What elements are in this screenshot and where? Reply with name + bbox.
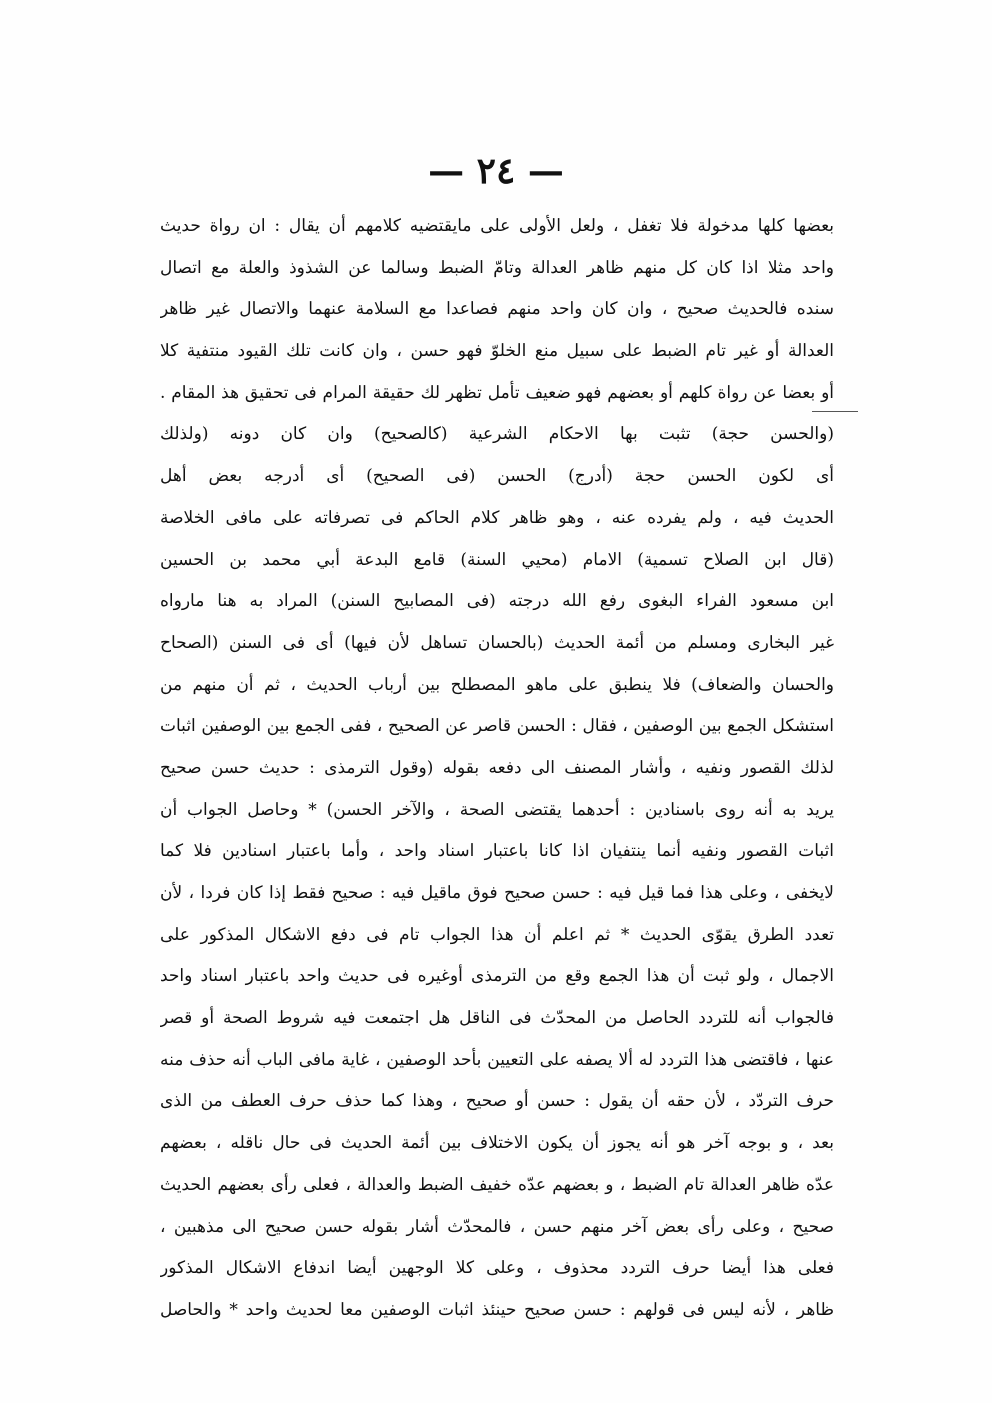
text-line: العدالة أو غير تام الضبط على سبيل منع الخلوّ فهو حسن ، وان كانت تلك القيود منتفية كلا [160,341,834,362]
text-line: بعد ، و بوجه آخر هو أنه يجوز أن يكون الاختلاف بين أئمة الحديث فى حال ناقله ، بعضهم [160,1133,834,1154]
text-line: سنده فالحديث صحيح ، وان كان واحد منهم فصاعدا مع السلامة عنهما والاتصال غير ظاهر [160,299,834,320]
text-line: استشكل الجمع بين الوصفين ، فقال : الحسن قاصر عن الصحيح ، ففى الجمع بين الوصفين اثبات [160,716,834,737]
text-line: (والحسن حجة) تثبت بها الاحكام الشرعية (كالصحيح) وان كان دونه (ولذلك [160,424,834,445]
text-line: الاجمال ، ولو ثبت أن هذا الجمع وقع من الترمذى أوغيره فى حديث واحد باعتبار اسناد واحد [160,966,834,987]
text-line: لذلك القصور ونفيه ، وأشار المصنف الى دفعه بقوله (وقول الترمذى : حديث حسن صحيح [160,757,834,778]
text-line: ابن مسعود الفراء البغوى رفع الله درجته (فى المصابيح السنن) المراد به هنا مارواه [160,591,834,612]
text-line: بعضها كلها مدخولة فلا تغفل ، ولعل الأولى على مايقتضيه كلامهم أن يقال : ان رواة حديث [160,216,834,236]
text-line: حرف التردّد ، لأن حقه أن يقول : حسن أو صحيح ، وهذا كما حذف حرف العطف من الذى [160,1091,834,1112]
text-line: الحديث فيه ، ولم يفرده عنه ، وهو ظاهر كلام الحاكم فى تصرفاته على مافى الخلاصة [160,507,834,528]
text-line: اثبات القصور ونفيه أنما ينتفيان اذا كانا باعتبار اسناد واحد ، وأما باعتبار اسنادين فلا كما [160,841,834,862]
body-text [160,206,834,1332]
text-line: فعلى هذا أيضا حرف التردد محذوف ، وعلى كلا الوجهين أيضا اندفاع الاشكال المذكور [160,1258,834,1279]
text-line: ظاهر ، لأنه ليس فى قولهم : حسن صحيح حينئذ اثبات الوصفين معا لحديث واحد * والحاصل [160,1299,834,1320]
text-line: والحسان والضعاف) فلا ينطبق على ماهو المصطلح بين أرباب الحديث ، ثم أن منهم من [160,674,834,695]
text-line: يريد به أنه روى باسنادين : أحدهما يقتضى الصحة ، والآخر الحسن) * وحاصل الجواب أن [160,799,834,820]
text-line: واحد مثلا اذا كان كل منهم ظاهر العدالة وتامّ الضبط وسالما عن الشذوذ والعلة مع اتصال [160,257,834,278]
text-line: أو بعضا عن رواة كلهم أو بعضهم فهو ضعيف تأمل تظهر لك حقيقة المرام فى تحقيق هذ المقام . [160,382,834,403]
text-line: لايخفى ، وعلى هذا فما قيل فيه : حسن صحيح فوق ماقيل فيه : صحيح فقط إذا كان فردا ، لأن [160,883,834,903]
text-line: تعدد الطرق يقوّى الحديث * ثم اعلم أن هذا الجواب تام فى دفع الاشكال المذكور على [160,924,834,945]
text-line: عنها ، فاقتضى هذا التردد له ألا يصفه على التعيين بأحد الوصفين ، غاية مافى الباب أنه حذف منه [160,1049,834,1070]
text-line: (قال ابن الصلاح تسمية) الامام (محيي السنة) قامع البدعة أبي محمد بن الحسين [160,549,834,570]
text-line: أى لكون الحسن حجة (أدرج) الحسن (فى الصحيح) أى أدرجه بعض أهل [160,466,834,487]
page-number: — ٢٤ — [428,150,564,192]
text-line: صحيح ، وعلى رأى بعض آخر منهم حسن ، فالمحدّث أشار بقوله حسن صحيح الى مذهبين ، [160,1216,834,1237]
text-line: فالجواب أنه للتردد الحاصل من المحدّث فى الناقل هل اجتمعت فيه شروط الصحة أو قصر [160,1008,834,1029]
text-line: غير البخارى ومسلم من أئمة الحديث (بالحسان تساهل لأن فيها) أى فى السنن (الصحاح [160,632,834,653]
text-line: عدّه ظاهر العدالة تام الضبط ، و بعضهم عدّه خفيف الضبط والعدالة ، فعلى رأى بعضهم الحديث [160,1174,834,1195]
